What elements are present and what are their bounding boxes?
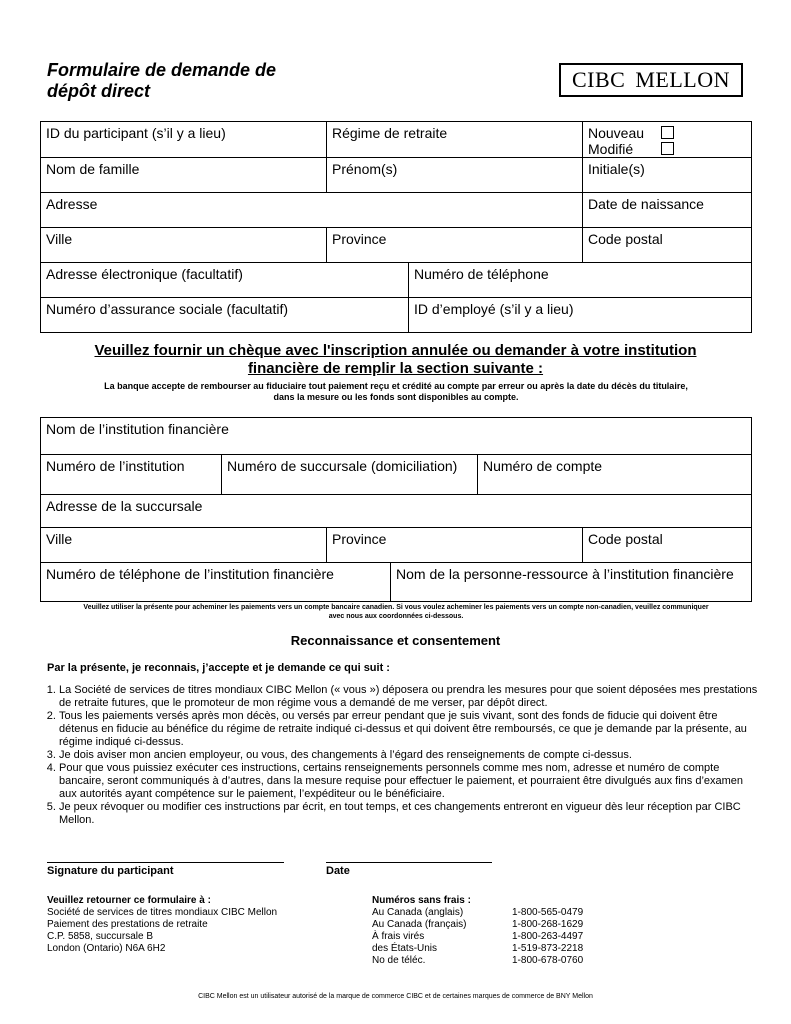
bank-note-line2: dans la mesure ou les fonds sont disponibles au compte. [273, 392, 519, 402]
institution-name-field[interactable]: Nom de l’institution financière [46, 421, 229, 437]
modified-label: Modifié [588, 141, 634, 157]
bank-city-field[interactable]: Ville [46, 531, 73, 547]
bank-refund-note [40, 381, 752, 403]
bank-note-line1: La banque accepte de rembourser au fiduciaire tout paiement reçu et crédité au compte par erreur ou après la date du décès du titulaire, [104, 381, 688, 391]
bank-postal-code-field[interactable]: Code postal [588, 531, 663, 547]
toll-free-heading: Numéros sans frais : [372, 895, 471, 906]
branch-address-field[interactable]: Adresse de la succursale [46, 498, 203, 514]
date-label: Date [326, 865, 350, 877]
date-line[interactable] [326, 862, 492, 863]
logo-right-text: MELLON [635, 67, 730, 92]
employee-id-field[interactable]: ID d’employé (s’il y a lieu) [414, 301, 574, 317]
list-item: 4. Pour que vous puissiez exécuter ces instructions, certains renseignements personnels comme mes nom, adresse et numéro de compte bancaire, seront communiqués à d’autres, dans la mesure requise pour effectuer le paiement, et pourraient être divulgués aux fins d’examen aux autorités ayant compétence sur le paiement, l’expéditeur ou le bénéficiaire. [59, 762, 759, 801]
canadian-note-line1: Veuillez utiliser la présente pour acheminer les paiements vers un compte bancaire canadien. Si vous voulez acheminer les paiements vers un compte non-canadien, veuillez communiquer [83, 604, 709, 611]
signature-line[interactable] [47, 862, 284, 863]
email-field[interactable]: Adresse électronique (facultatif) [46, 266, 243, 282]
address-field[interactable]: Adresse [46, 196, 98, 212]
contact-name-field[interactable]: Nom de la personne-ressource à l’institution financière [396, 566, 734, 582]
list-item: 1. La Société de services de titres mondiaux CIBC Mellon (« vous ») déposera ou prendra les mesures pour que soient déposées mes prestations de retraite futures, que le promoteur de mon régime vous a demandé de me verser, par dépôt direct. [59, 684, 759, 710]
list-item: 2. Tous les paiements versés après mon décès, ou versés par erreur pendant que je suis vivant, sont des fonds de fiducie qui doivent être détenus en fiducie au bénéfice du régime de retraite indiqué ci-dessus et qui doivent être remboursés, ce que je demande par la présente, au régime indiqué ci-dessus. [59, 710, 759, 749]
first-name-field[interactable]: Prénom(s) [332, 161, 398, 177]
new-checkbox[interactable] [661, 126, 674, 139]
canadian-account-note [40, 603, 752, 621]
return-address-block [47, 895, 277, 955]
toll-free-label: des États-Unis [372, 943, 438, 954]
signature-label: Signature du participant [47, 865, 174, 877]
institution-number-field[interactable]: Numéro de l’institution [46, 458, 185, 474]
return-line: C.P. 5858, succursale B [47, 931, 153, 942]
acknowledgement-intro: Par la présente, je reconnais, j’accepte et je demande ce qui suit : [47, 662, 390, 674]
cibc-mellon-logo [559, 63, 743, 97]
plan-field[interactable]: Régime de retraite [332, 125, 448, 141]
last-name-field[interactable]: Nom de famille [46, 161, 140, 177]
branch-number-field[interactable]: Numéro de succursale (domiciliation) [227, 458, 458, 474]
bank-province-field[interactable]: Province [332, 531, 387, 547]
cheque-instruction-heading [47, 342, 744, 378]
acknowledgement-list [47, 684, 759, 827]
postal-code-field[interactable]: Code postal [588, 231, 663, 247]
toll-free-number: 1-800-678-0760 [512, 955, 584, 966]
list-item: 5. Je peux révoquer ou modifier ces instructions par écrit, en tout temps, et ces changements entreront en vigueur dès leur réception par CIBC Mellon. [59, 801, 759, 827]
toll-free-label: Au Canada (français) [372, 919, 467, 930]
toll-free-label: Au Canada (anglais) [372, 907, 464, 918]
form-title-line1: Formulaire de demande de [47, 60, 277, 80]
return-line: Paiement des prestations de retraite [47, 919, 208, 930]
toll-free-block [372, 895, 592, 967]
participant-id-field[interactable]: ID du participant (s’il y a lieu) [46, 125, 226, 141]
toll-free-label: No de téléc. [372, 955, 426, 966]
form-title [47, 60, 276, 102]
heading-line1: Veuillez fournir un chèque avec l'inscription annulée ou demander à votre institution [94, 342, 697, 359]
toll-free-number: 1-800-565-0479 [512, 907, 584, 918]
return-heading: Veuillez retourner ce formulaire à : [47, 895, 211, 906]
phone-field[interactable]: Numéro de téléphone [414, 266, 549, 282]
birth-date-field[interactable]: Date de naissance [588, 196, 704, 212]
return-line: Société de services de titres mondiaux CIBC Mellon [47, 907, 278, 918]
acknowledgement-title: Reconnaissance et consentement [290, 633, 501, 648]
toll-free-number: 1-519-873-2218 [512, 943, 584, 954]
return-line: London (Ontario) N6A 6H2 [47, 943, 166, 954]
city-field[interactable]: Ville [46, 231, 73, 247]
new-label: Nouveau [588, 125, 645, 141]
canadian-note-line2: avec nous aux coordonnées ci-dessous. [328, 613, 464, 620]
heading-line2: financière de remplir la section suivante : [247, 360, 544, 377]
initials-field[interactable]: Initiale(s) [588, 161, 645, 177]
province-field[interactable]: Province [332, 231, 387, 247]
toll-free-number: 1-800-263-4497 [512, 931, 584, 942]
logo-left-text: CIBC [571, 67, 626, 92]
institution-phone-field[interactable]: Numéro de téléphone de l’institution financière [46, 566, 334, 582]
modified-checkbox[interactable] [661, 142, 674, 155]
toll-free-number: 1-800-268-1629 [512, 919, 584, 930]
toll-free-label: À frais virés [372, 931, 425, 942]
form-title-line2: dépôt direct [47, 81, 151, 101]
list-item: 3. Je dois aviser mon ancien employeur, ou vous, des changements à l’égard des renseignements de compte ci-dessus. [59, 749, 759, 762]
account-number-field[interactable]: Numéro de compte [483, 458, 603, 474]
sin-field[interactable]: Numéro d’assurance sociale (facultatif) [46, 301, 288, 317]
trademark-footer: CIBC Mellon est un utilisateur autorisé de la marque de commerce CIBC et de certaines marques de commerce de BNY Mellon [198, 993, 593, 1000]
